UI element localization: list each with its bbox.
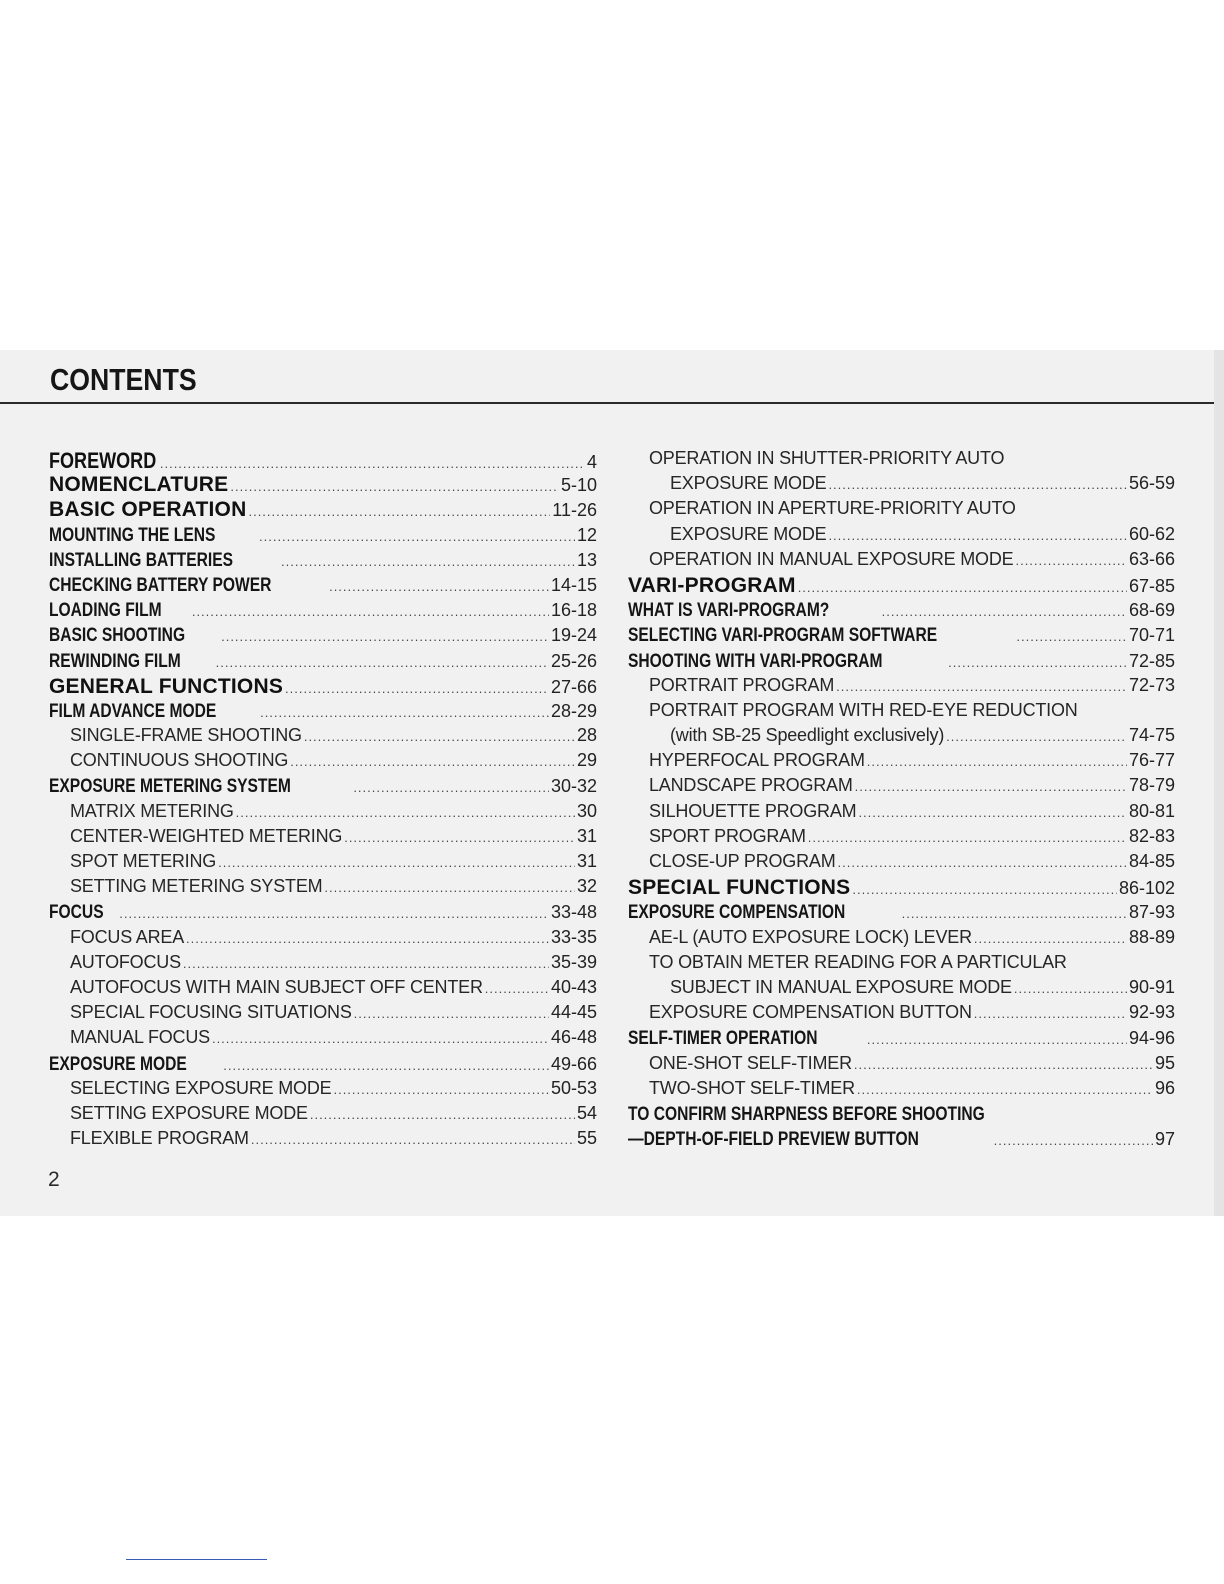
toc-entry-label: BASIC SHOOTING [49, 624, 186, 647]
toc-entry-label: LANDSCAPE PROGRAM [649, 775, 853, 796]
toc-entry-page: 32 [576, 876, 597, 897]
dot-leader [828, 477, 1127, 492]
toc-entry-label: EXPOSURE MODE [670, 473, 827, 494]
toc-entry-label: VARI-PROGRAM [628, 573, 796, 597]
toc-entry-label: TWO-SHOT SELF-TIMER [649, 1077, 855, 1098]
dot-leader [867, 1032, 1127, 1047]
toc-entry-label: SHOOTING WITH VARI-PROGRAM [628, 649, 883, 672]
dot-leader [867, 754, 1127, 769]
toc-entry[interactable] [49, 927, 597, 952]
dot-leader [333, 1082, 548, 1097]
toc-entry[interactable] [49, 952, 597, 977]
toc-entry-label: CENTER-WEIGHTED METERING [70, 825, 343, 846]
toc-entry-page: 49-66 [550, 1053, 597, 1074]
toc-entry-label: SELECTING EXPOSURE MODE [70, 1077, 332, 1098]
toc-entry[interactable] [49, 675, 597, 700]
toc-entry-label: FOCUS [49, 901, 104, 924]
toc-entry[interactable] [628, 775, 1175, 800]
toc-entry[interactable] [628, 750, 1175, 775]
toc-entry-page: 70-71 [1128, 625, 1175, 646]
dot-leader [836, 679, 1127, 694]
toc-entry-label: CLOSE-UP PROGRAM [649, 851, 836, 871]
toc-entry-label: EXPOSURE COMPENSATION [628, 901, 846, 924]
footer-line [126, 1559, 267, 1560]
dot-leader [1015, 553, 1126, 568]
dot-leader [858, 805, 1127, 820]
dot-leader [223, 1058, 549, 1073]
toc-entry-label: SETTING EXPOSURE MODE [70, 1102, 308, 1123]
toc-entry[interactable] [628, 498, 1175, 523]
toc-entry-page: 25-26 [550, 650, 597, 671]
toc-entry[interactable] [628, 700, 1175, 725]
toc-entry-label: FOCUS AREA [70, 926, 185, 947]
dot-leader [854, 1057, 1153, 1072]
toc-entry[interactable] [49, 775, 597, 800]
toc-entry-label: MOUNTING THE LENS [49, 523, 216, 546]
dot-leader [281, 554, 575, 569]
toc-entry[interactable] [49, 1128, 597, 1153]
title-rule [0, 402, 1214, 404]
toc-entry-label: SUBJECT IN MANUAL EXPOSURE MODE [670, 976, 1012, 997]
page-title: CONTENTS [50, 362, 197, 397]
dot-leader [994, 1133, 1153, 1148]
toc-entry-page: 16-18 [550, 600, 597, 621]
toc-entry[interactable] [49, 700, 597, 725]
toc-entry[interactable] [49, 977, 597, 1002]
dot-leader [974, 1006, 1127, 1021]
dot-leader [248, 504, 550, 519]
toc-entry[interactable] [49, 876, 597, 901]
toc-entry-page: 56-59 [1128, 473, 1175, 494]
toc-entry[interactable] [49, 801, 597, 826]
toc-entry-page: 29 [576, 750, 597, 771]
toc-entry[interactable] [49, 1027, 597, 1052]
dot-leader [946, 729, 1127, 744]
toc-entry-label: SINGLE-FRAME SHOOTING [70, 725, 302, 746]
dot-leader [974, 931, 1127, 946]
toc-entry-label: PORTRAIT PROGRAM [649, 674, 835, 695]
toc-entry-page: 60-62 [1128, 523, 1175, 544]
dot-leader [216, 655, 549, 670]
toc-entry-page: 33-48 [550, 902, 597, 923]
toc-entry-label: SETTING METERING SYSTEM [70, 876, 323, 897]
toc-entry-label: OPERATION IN MANUAL EXPOSURE MODE [649, 548, 1014, 569]
dot-leader [236, 805, 575, 820]
toc-entry[interactable] [628, 876, 1175, 901]
toc-entry[interactable] [628, 549, 1175, 574]
toc-entry-label: HYPERFOCAL PROGRAM [649, 750, 865, 771]
dot-leader [838, 855, 1127, 870]
toc-entry[interactable] [628, 1027, 1175, 1052]
toc-entry-label: NOMENCLATURE [49, 473, 229, 497]
toc-entry-page: 96 [1154, 1077, 1175, 1098]
toc-entry-label: OPERATION IN SHUTTER-PRIORITY AUTO [649, 448, 1005, 468]
toc-entry-page: 33-35 [550, 926, 597, 947]
toc-entry-page: 12 [576, 524, 597, 545]
dot-leader [183, 956, 549, 971]
toc-entry[interactable] [628, 524, 1175, 549]
toc-entry-label: —DEPTH-OF-FIELD PREVIEW BUTTON [628, 1128, 919, 1151]
toc-entry-label: EXPOSURE COMPENSATION BUTTON [649, 1002, 972, 1023]
toc-entry-page: 68-69 [1128, 600, 1175, 621]
toc-entry[interactable] [49, 599, 597, 624]
toc-entry-page: 19-24 [550, 625, 597, 646]
dot-leader [160, 456, 585, 471]
toc-entry-label: SPECIAL FUNCTIONS [628, 876, 851, 900]
toc-entry-label: WHAT IS VARI-PROGRAM? [628, 599, 830, 622]
toc-entry-label: TO CONFIRM SHARPNESS BEFORE SHOOTING [628, 1102, 985, 1125]
toc-left-column [49, 448, 597, 1153]
toc-entry-label: MANUAL FOCUS [70, 1027, 210, 1048]
toc-entry-page: 40-43 [550, 976, 597, 997]
toc-entry-page: 95 [1154, 1052, 1175, 1073]
toc-entry[interactable] [49, 750, 597, 775]
dot-leader [354, 1006, 549, 1021]
toc-entry-label: SPORT PROGRAM [649, 825, 806, 846]
toc-entry-label: SPOT METERING [70, 851, 217, 871]
toc-entry-page: 87-93 [1128, 902, 1175, 923]
toc-entry-label: CONTINUOUS SHOOTING [70, 750, 289, 771]
dot-leader [221, 629, 549, 644]
toc-entry[interactable] [628, 1002, 1175, 1027]
toc-entry-page: 97 [1154, 1129, 1175, 1150]
toc-entry-page: 13 [576, 549, 597, 570]
toc-entry-label: TO OBTAIN METER READING FOR A PARTICULAR [649, 951, 1067, 972]
toc-entry-label: FILM ADVANCE MODE [49, 699, 217, 722]
toc-right-column [628, 448, 1175, 1153]
toc-entry-page: 72-85 [1128, 650, 1175, 671]
toc-entry[interactable] [49, 524, 597, 549]
toc-entry-page: 63-66 [1128, 548, 1175, 569]
toc-entry-page: 54 [576, 1102, 597, 1123]
toc-entry-label: AUTOFOCUS WITH MAIN SUBJECT OFF CENTER [70, 976, 483, 997]
toc-entry-page: 84-85 [1128, 851, 1175, 871]
toc-entry[interactable] [49, 448, 597, 473]
toc-entry-page: 5-10 [560, 475, 597, 496]
page-number: 2 [48, 1168, 60, 1191]
toc-entry-page: 88-89 [1128, 926, 1175, 947]
toc-entry[interactable] [628, 901, 1175, 926]
toc-entry[interactable] [628, 624, 1175, 649]
toc-entry-label: EXPOSURE METERING SYSTEM [49, 775, 291, 798]
toc-entry[interactable] [628, 977, 1175, 1002]
toc-entry-page: 4 [586, 452, 597, 472]
toc-entry[interactable] [628, 1103, 1175, 1128]
toc-entry[interactable] [49, 1103, 597, 1128]
toc-entry-label: FOREWORD [49, 448, 157, 473]
toc-entry-label: AUTOFOCUS [70, 951, 181, 972]
dot-leader [192, 604, 549, 619]
dot-leader [212, 1031, 549, 1046]
dot-leader [119, 906, 549, 921]
toc-entry-page: 14-15 [550, 574, 597, 595]
toc-entry[interactable] [628, 473, 1175, 498]
toc-entry[interactable] [628, 927, 1175, 952]
toc-entry-label: MATRIX METERING [70, 800, 234, 821]
toc-entry-label: (with SB-25 Speedlight exclusively) [670, 725, 945, 746]
toc-entry-label: OPERATION IN APERTURE-PRIORITY AUTO [649, 498, 1016, 519]
toc-entry-page: 31 [576, 825, 597, 846]
toc-entry-page: 31 [576, 851, 597, 871]
toc-entry-page: 35-39 [550, 951, 597, 972]
toc-entry-label: INSTALLING BATTERIES [49, 548, 234, 571]
toc-entry-page: 11-26 [552, 500, 597, 521]
dot-leader [902, 906, 1127, 921]
toc-entry-label: GENERAL FUNCTIONS [49, 674, 284, 698]
dot-leader [857, 1082, 1153, 1097]
toc-entry-page: 46-48 [550, 1027, 597, 1048]
toc-entry[interactable] [49, 650, 597, 675]
page-edge [1214, 350, 1224, 1216]
toc-entry[interactable] [628, 650, 1175, 675]
toc-entry-page: 44-45 [550, 1002, 597, 1023]
dot-leader [948, 655, 1127, 670]
dot-leader [808, 830, 1127, 845]
dot-leader [1014, 981, 1127, 996]
dot-leader [855, 779, 1127, 794]
dot-leader [329, 579, 549, 594]
toc-entry[interactable] [49, 851, 597, 876]
dot-leader [882, 604, 1127, 619]
toc-entry-page: 82-83 [1128, 825, 1175, 846]
dot-leader [324, 880, 575, 895]
toc-entry-label: PORTRAIT PROGRAM WITH RED-EYE REDUCTION [649, 699, 1078, 720]
toc-entry-page: 30 [576, 800, 597, 821]
toc-entry[interactable] [49, 549, 597, 574]
dot-leader [852, 882, 1117, 897]
toc-entry-label: EXPOSURE MODE [49, 1052, 187, 1075]
toc-entry-page: 27-66 [550, 676, 597, 697]
dot-leader [251, 1132, 575, 1147]
toc-entry[interactable] [628, 851, 1175, 876]
toc-entry-label: AE-L (AUTO EXPOSURE LOCK) LEVER [649, 926, 972, 947]
toc-entry-label: LOADING FILM [49, 599, 162, 622]
toc-entry-label: CHECKING BATTERY POWER [49, 573, 272, 596]
toc-entry-page: 67-85 [1128, 575, 1175, 596]
toc-entry[interactable] [49, 498, 597, 523]
toc-entry-label: BASIC OPERATION [49, 498, 247, 522]
toc-entry-label: SILHOUETTE PROGRAM [649, 800, 857, 821]
dot-leader [230, 479, 559, 494]
toc-entry-page: 28-29 [550, 700, 597, 721]
toc-entry[interactable] [49, 1002, 597, 1027]
toc-entry-page: 90-91 [1128, 976, 1175, 997]
dot-leader [353, 780, 549, 795]
toc-entry[interactable] [628, 448, 1175, 473]
toc-entry[interactable] [628, 574, 1175, 599]
toc-entry[interactable] [628, 1128, 1175, 1153]
toc-entry-page: 30-32 [550, 776, 597, 797]
toc-entry-page: 92-93 [1128, 1002, 1175, 1023]
dot-leader [828, 528, 1127, 543]
toc-entry-page: 72-73 [1128, 674, 1175, 695]
toc-entry[interactable] [49, 473, 597, 498]
toc-entry[interactable] [628, 1053, 1175, 1078]
toc-entry-page: 50-53 [550, 1077, 597, 1098]
toc-entry-label: REWINDING FILM [49, 649, 181, 672]
dot-leader [1016, 629, 1127, 644]
dot-leader [285, 681, 549, 696]
toc-entry-label: FLEXIBLE PROGRAM [70, 1128, 249, 1149]
toc-entry-page: 78-79 [1128, 775, 1175, 796]
toc-entry-label: SPECIAL FOCUSING SITUATIONS [70, 1002, 352, 1023]
toc-entry[interactable] [628, 599, 1175, 624]
dot-leader [259, 529, 575, 544]
toc-entry-page: 28 [576, 725, 597, 746]
toc-entry[interactable] [628, 801, 1175, 826]
toc-entry-label: SELECTING VARI-PROGRAM SOFTWARE [628, 624, 938, 647]
toc-entry-page: 55 [576, 1128, 597, 1149]
toc-entry[interactable] [49, 826, 597, 851]
dot-leader [304, 729, 575, 744]
toc-entry[interactable] [49, 624, 597, 649]
dot-leader [485, 981, 549, 996]
toc-entry-label: SELF-TIMER OPERATION [628, 1027, 818, 1050]
dot-leader [310, 1107, 575, 1122]
toc-entry[interactable] [628, 826, 1175, 851]
toc-entry-label: EXPOSURE MODE [670, 523, 827, 544]
toc-entry-page: 94-96 [1128, 1028, 1175, 1049]
dot-leader [344, 830, 575, 845]
toc-entry[interactable] [628, 675, 1175, 700]
toc-entry-page: 86-102 [1118, 878, 1175, 899]
toc-entry[interactable] [49, 574, 597, 599]
toc-entry[interactable] [49, 725, 597, 750]
toc-entry-page: 76-77 [1128, 750, 1175, 771]
dot-leader [218, 855, 575, 870]
toc-entry-page: 80-81 [1128, 800, 1175, 821]
toc-entry-page: 74-75 [1128, 725, 1175, 746]
toc-entry[interactable] [49, 1078, 597, 1103]
toc-entry-label: ONE-SHOT SELF-TIMER [649, 1052, 852, 1073]
toc-entry[interactable] [628, 1078, 1175, 1103]
dot-leader [798, 580, 1127, 595]
dot-leader [260, 705, 549, 720]
dot-leader [186, 931, 549, 946]
dot-leader [290, 754, 575, 769]
toc-entry[interactable] [628, 725, 1175, 750]
toc-entry[interactable] [49, 1053, 597, 1078]
toc-entry[interactable] [49, 901, 597, 926]
toc-entry[interactable] [628, 952, 1175, 977]
